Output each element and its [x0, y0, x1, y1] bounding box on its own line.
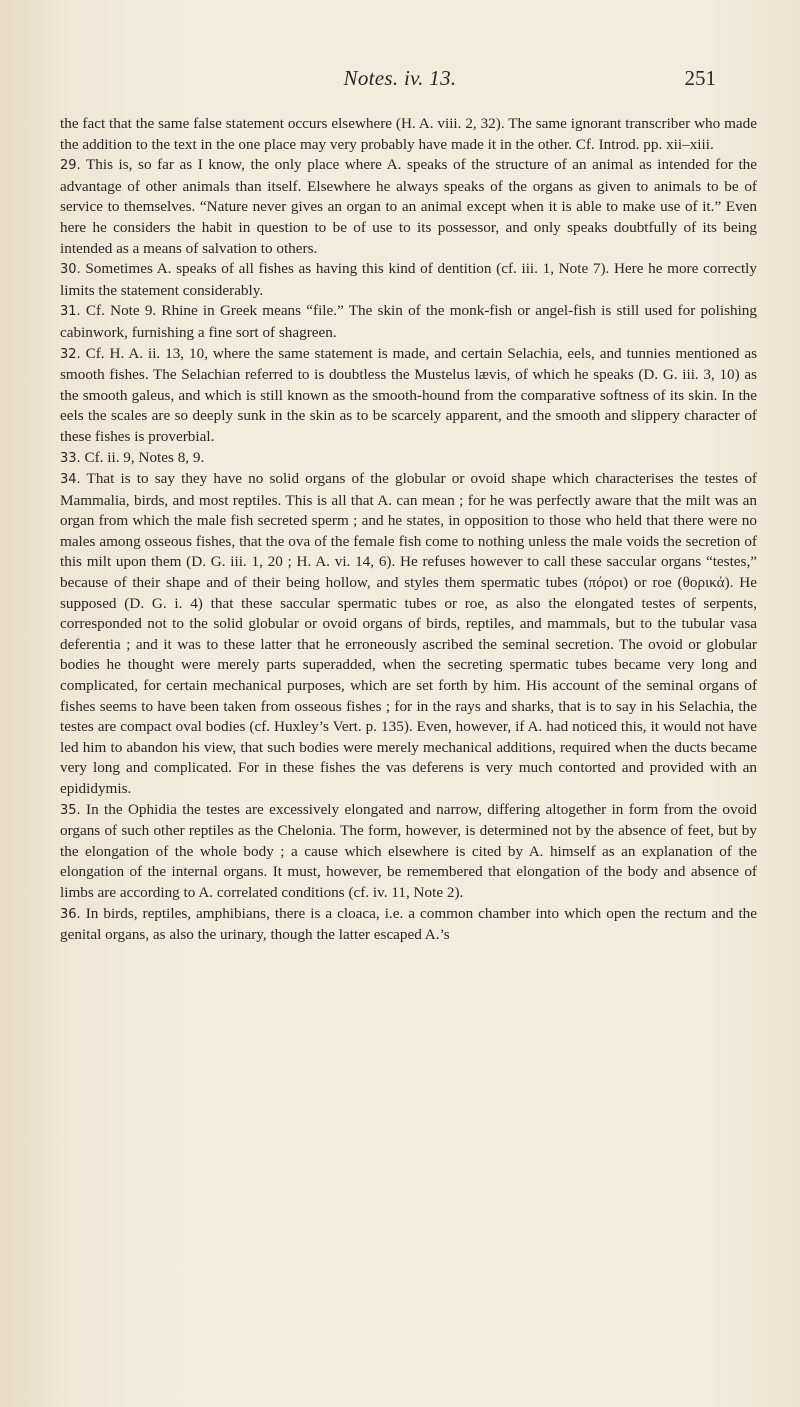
note-35	[60, 800, 757, 904]
note-text: the fact that the same false statement occurs elsewhere (H. A. viii. 2, 32). The same ignorant transcriber who made the addition to the text in the one place may very probably have made it in the other. Cf. Introd. pp. xii–xiii.	[60, 115, 757, 153]
note-text: Cf. ii. 9, Notes 8, 9.	[84, 448, 205, 466]
note-number: 30.	[60, 262, 81, 278]
note-32	[60, 344, 757, 448]
running-title: Notes. iv. 13.	[343, 66, 457, 90]
note-34	[60, 469, 757, 800]
note-text: That is to say they have no solid organs of the globular or ovoid shape which characterises the testes of Mammalia, birds, and most reptiles. This is all that A. can mean ; for he was perfectly aware that the milt was an organ from which the male fish secreted sperm ; and he states, in opposition to those who held that there were no males among osseous fishes, that the ova of the female fish come to nothing unless the male voids the secretion of this milt upon them (D. G. iii. 1, 20 ; H. A. vi. 14, 6). He refuses however to call these saccular organs “testes,” because of their shape and of their being hollow, and styles them spermatic tubes (πόροι) or roe (θορικά). He supposed (D. G. i. 4) that these saccular spermatic tubes or roe, as also the elongated testes of serpents, corresponded not to the solid globular or ovoid organs of birds, reptiles, and mammals, but to the tubular vasa deferentia ; and it was to these latter that he erroneously ascribed the seminal secretion. The ovoid or globular bodies he thought were merely parts superadded, when the secreting spermatic tubes became very long and complicated, for certain mechanical purposes, which are set forth by him. His account of the seminal organs of fishes seems to have been taken from osseous fishes ; for in the rays and sharks, that is to say in his Selachia, the testes are compact oval bodies (cf. Huxley’s Vert. p. 135). Even, however, if A. had noticed this, it would not have led him to abandon his view, that such bodies were merely mechanical additions, required when the ducts became very long and complicated. For in these fishes the vas deferens is very much contorted and provided with an epididymis.	[60, 470, 757, 797]
note-29	[60, 155, 757, 259]
note-number: 34.	[60, 472, 81, 488]
note-number: 36.	[60, 906, 81, 922]
page-number: 251	[684, 66, 716, 90]
note-text: Sometimes A. speaks of all fishes as having this kind of dentition (cf. iii. 1, Note 7). Here he more correctly limits the statement considerably.	[60, 260, 757, 299]
notes-body	[60, 114, 757, 946]
note-text: In the Ophidia the testes are excessively elongated and narrow, differing altogether in form from the ovoid organs of such other reptiles as the Chelonia. The form, however, is determined not by the absence of feet, but by the elongation of the whole body ; a cause which elsewhere is cited by A. himself as an explanation of the elongation of the internal organs. It must, however, be remembered that elongation of the body and absence of limbs are according to A. correlated conditions (cf. iv. 11, Note 2).	[60, 800, 757, 901]
note-number: 29.	[60, 158, 81, 174]
note-30	[60, 259, 757, 301]
note-number: 32.	[60, 346, 81, 362]
note-36	[60, 904, 757, 946]
note-continuation	[60, 114, 757, 155]
note-text: This is, so far as I know, the only place where A. speaks of the structure of an animal as intended for the advantage of other animals than itself. Elsewhere he always speaks of the organs as given to animals to be of service to themselves. “Nature never gives an organ to an animal except when it is able to make use of it.” Even here he considers the habit in question to be of use to its possessor, and only speaks doubtfully of its being intended as a means of salvation to others.	[60, 156, 757, 257]
note-text: Cf. Note 9. Rhine in Greek means “file.” The skin of the monk-fish or angel-fish is still used for polishing cabinwork, furnishing a fine sort of shagreen.	[60, 302, 757, 341]
note-text: In birds, reptiles, amphibians, there is a cloaca, i.e. a common chamber into which open the rectum and the genital organs, as also the urinary, though the latter escaped A.’s	[60, 904, 757, 944]
note-number: 31.	[60, 304, 81, 320]
page-header	[0, 66, 800, 96]
note-33	[60, 448, 757, 470]
note-text: Cf. H. A. ii. 13, 10, where the same statement is made, and certain Selachia, eels, and tunnies mentioned as smooth fishes. The Selachian referred to is doubtless the Mustelus lævis, of which he speaks (D. G. iii. 3, 10) as the smooth galeus, and which is still known as the smooth-hound from the comparative softness of its skin. In the eels the scales are so deeply sunk in the skin as to be scarcely apparent, and the smooth and slippery character of these fishes is proverbial.	[60, 344, 757, 445]
note-31	[60, 301, 757, 343]
note-number: 33.	[60, 450, 81, 466]
note-number: 35.	[60, 802, 81, 818]
